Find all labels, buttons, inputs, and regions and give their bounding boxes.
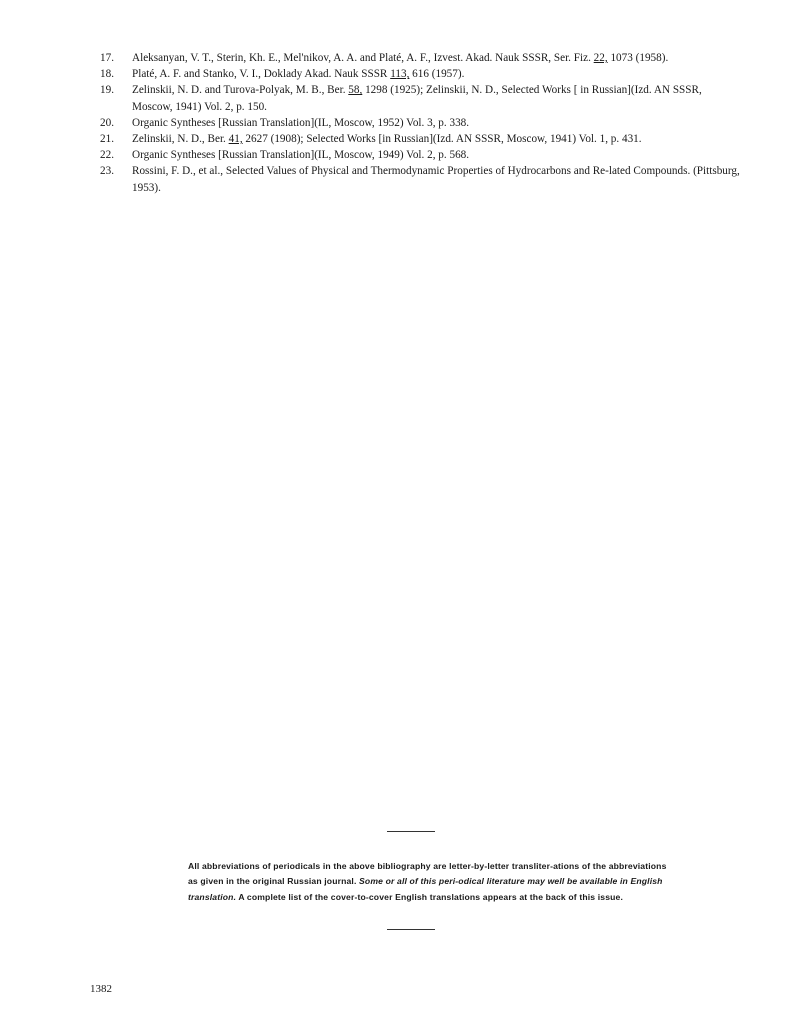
reference-segment: 616 (1957).	[409, 68, 465, 81]
reference-number: 20.	[100, 116, 114, 129]
note-text-1: All abbreviations of periodicals in the above bibliography are letter-by-letter transliter-ations of the abbreviations as given in the original Russian journal.	[188, 860, 667, 887]
page-number: 1382	[90, 983, 112, 995]
reference-text	[132, 115, 740, 131]
reference-item	[100, 163, 740, 195]
reference-number: 17.	[100, 52, 114, 64]
reference-segment: Organic Syntheses [Russian Translation](IL, Moscow, 1949) Vol. 2, p. 568.	[132, 149, 470, 162]
reference-item	[100, 50, 740, 66]
reference-text	[132, 131, 740, 147]
reference-segment: Zelinskii, N. D. and Turova-Polyak, M. B., Ber.	[132, 84, 349, 97]
abbreviations-note	[188, 859, 668, 906]
reference-item	[100, 66, 740, 82]
reference-number: 18.	[100, 68, 114, 81]
reference-segment: Organic Syntheses [Russian Translation](IL, Moscow, 1952) Vol. 3, p. 338.	[132, 116, 470, 129]
reference-text	[132, 50, 740, 66]
reference-segment: Rossini, F. D., et al., Selected Values of Physical and Thermodynamic Properties of Hydrocarbons and Re-lated Compounds. (Pittsburg, 1953).	[132, 165, 740, 194]
reference-text	[132, 82, 740, 114]
note-text-3: A complete list of the cover-to-cover English translations appears at the back of this issue.	[236, 891, 624, 902]
reference-text	[132, 147, 740, 163]
reference-item	[100, 82, 740, 114]
reference-item	[100, 115, 740, 131]
reference-segment: Platé, A. F. and Stanko, V. I., Doklady Akad. Nauk SSSR	[132, 68, 391, 81]
reference-number: 22.	[100, 149, 114, 162]
reference-segment: 1298 (1925); Zelinskii, N. D., Selected Works [ in Russian](Izd. AN SSSR, Moscow, 1941) Vol. 2, p. 150.	[132, 84, 702, 113]
bottom-divider	[387, 929, 435, 930]
reference-volume: 113,	[390, 68, 410, 81]
reference-number: 21.	[100, 133, 114, 146]
reference-number: 19.	[100, 84, 114, 97]
reference-item	[100, 147, 740, 163]
reference-segment: Aleksanyan, V. T., Sterin, Kh. E., Mel'nikov, A. A. and Platé, A. F., Izvest. Akad. Nauk SSSR, Ser. Fiz.	[132, 52, 594, 64]
reference-number: 23.	[100, 165, 114, 178]
top-divider	[387, 831, 435, 832]
reference-item	[100, 131, 740, 147]
note-text-italic: Some or all of this peri-odical literature may well be available in English translation.	[188, 876, 663, 902]
reference-segment: 2627 (1908); Selected Works [in Russian](Izd. AN SSSR, Moscow, 1941) Vol. 1, p. 431.	[242, 133, 642, 146]
reference-volume: 22,	[593, 52, 608, 64]
reference-segment: 1073 (1958).	[607, 52, 669, 64]
reference-volume: 41,	[228, 133, 243, 146]
reference-segment: Zelinskii, N. D., Ber.	[132, 133, 229, 146]
reference-volume: 58,	[348, 84, 363, 97]
reference-list	[100, 50, 740, 196]
reference-text	[132, 163, 740, 195]
reference-text	[132, 66, 740, 82]
